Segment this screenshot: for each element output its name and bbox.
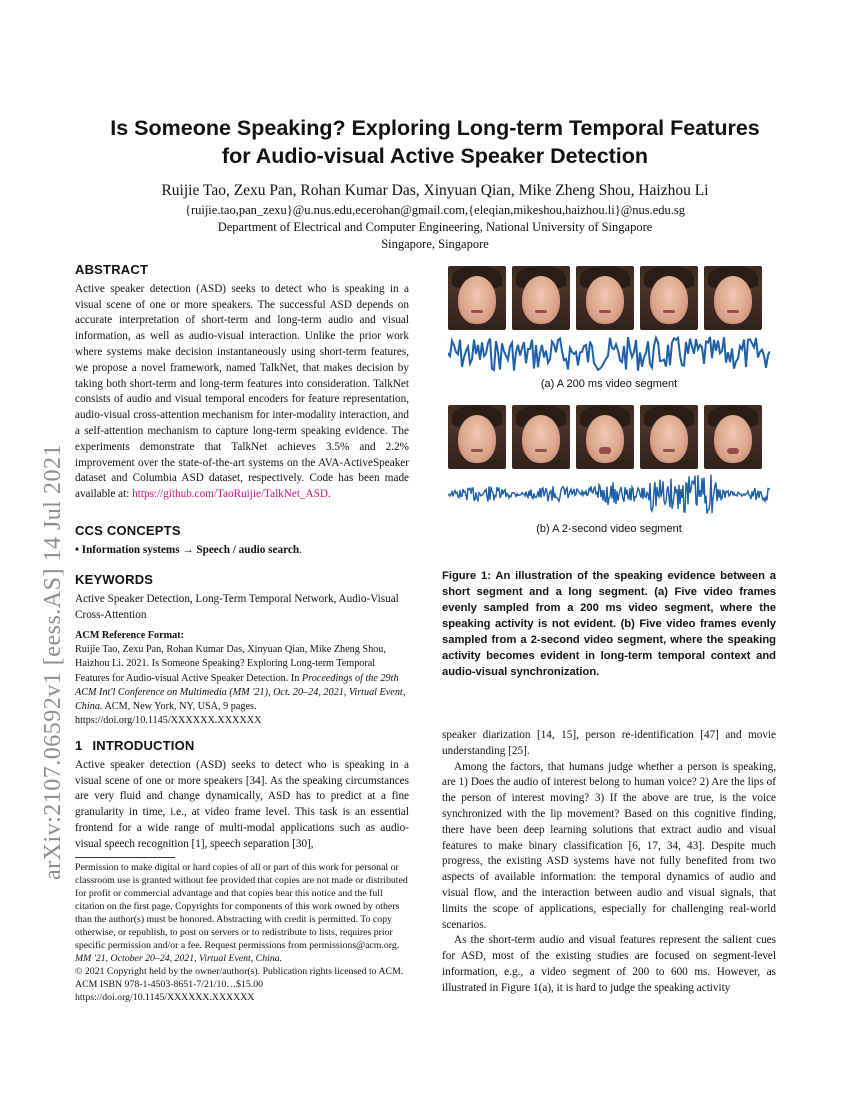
figure-caption: Figure 1: An illustration of the speaking evidence between a short segment and a long segment. (a) Five video frames evenly sampled from a 200 ms video segment, where the speaking activity is not evident. (b) Five video frames evenly sampled from a 2-second video segment, where the speaking activity becomes evident in long-term temporal context and audio-visual synchronization. (442, 570, 776, 678)
ccs-end: . (299, 543, 302, 556)
keywords-section (75, 572, 409, 623)
caption-a: (a) A 200 ms video segment (540, 378, 678, 390)
keywords-text: Active Speaker Detection, Long-Term Temporal Network, Audio-Visual Cross-Attention (75, 592, 399, 621)
intro-title: INTRODUCTION (92, 738, 195, 753)
acm-ref-text (75, 643, 409, 728)
acm-ref-part2: ACM, New York, NY, USA, 9 pages. https://doi.org/10.1145/XXXXXX.XXXXXX (75, 701, 262, 727)
video-frame-image (576, 405, 634, 469)
permission-text: Permission to make digital or hard copies of all or part of this work for personal or classroom use is granted without fee provided that copies are not made or distributed for profit or commercial advantage and that copies bear this notice and the full citation on the first page. Copyrights for components of this work owned by others than the author(s) must be honored. Abstracting with credit is permitted. To copy otherwise, or republish, to post on servers or to redistribute to lists, requires prior specific permission and/or a fee. Request permissions from permissions@acm.org. (75, 862, 408, 951)
waveform-b (448, 472, 770, 516)
caption-b: (b) A 2-second video segment (536, 523, 682, 535)
video-frame-image (512, 266, 570, 330)
introduction-section (75, 738, 409, 853)
authors: Ruijie Tao, Zexu Pan, Rohan Kumar Das, Xinyuan Qian, Mike Zheng Shou, Haizhou Li (161, 182, 709, 199)
venue-line: MM '21, October 20–24, 2021, Virtual Event, China. (75, 953, 283, 964)
intro-heading (75, 738, 409, 754)
abstract-text (75, 282, 409, 503)
affiliation-line-1: Department of Electrical and Computer Engineering, National University of Singapore (217, 220, 653, 234)
ccs-section (75, 523, 409, 559)
video-frame-image (576, 266, 634, 330)
video-frame-image (448, 405, 506, 469)
paper-title (70, 114, 800, 170)
permission-block (75, 861, 409, 1004)
abstract-body: Active speaker detection (ASD) seeks to detect who is speaking in a visual scene of one or more speakers. The successful ASD depends on accurate interpretation of short-term and long-term audio and visual information, as well as audio-visual interaction. Unlike the prior work where systems make decision instantaneously using short-term features, we propose a novel framework, named TalkNet, that makes decision by taking both short-term and long-term features into consideration. TalkNet consists of audio and visual temporal encoders for feature representation, audio-visual cross-attention mechanism for inter-modality interaction, and a self-attention mechanism to capture long-term speaking evidence. The experiments demonstrate that TalkNet achieves 3.5% and 2.2% improvement over the state-of-the-art systems on the AVA-ActiveSpeaker dataset and Columbia ASD dataset, respectively. Code has been made available at: (75, 282, 409, 501)
paragraph-3: As the short-term audio and visual features represent the salient cues for ASD, most of the existing studies are focused on segment-level information, e.g., a video segment of 200 to 600 ms. However, as illustrated in Figure 1(a), it is hard to judge the speaking activity (442, 934, 776, 994)
intro-text: Active speaker detection (ASD) seeks to detect who is speaking in a visual scene of one or more speakers [34]. As the speaking circumstances are very fluid and change dynamically, ASD has to predict at a fine granularity in time, i.e., at video frame level. This task is an essential frontend for a wide range of multi-modal applications such as audio-visual speech recognition [1], speech separation [30], (75, 758, 409, 850)
intro-continued (442, 728, 776, 997)
title-line-2: for Audio-visual Active Speaker Detection (221, 144, 649, 168)
waveform-a (448, 332, 770, 376)
ccs-concept: • Information systems → Speech / audio search (75, 543, 300, 556)
video-frame-image (512, 405, 570, 469)
abstract-section (75, 262, 409, 503)
abstract-heading: ABSTRACT (75, 262, 149, 277)
arxiv-stamp: arXiv:2107.06592v1 [eess.AS] 14 Jul 2021 (40, 444, 66, 880)
paragraph-1: speaker diarization [14, 15], person re-identification [47] and movie understanding [25]. (442, 729, 776, 757)
affiliation-line-2: Singapore, Singapore (381, 236, 489, 251)
acm-ref-part1: Ruijie Tao, Zexu Pan, Rohan Kumar Das, Xinyuan Qian, Mike Zheng Shou, Haizhou Li. 2021. Is Someone Speaking? Exploring Long-term Temporal Features for Audio-visual Active Speaker Detection. In (75, 644, 386, 684)
video-frame-image (640, 405, 698, 469)
copyright-line: © 2021 Copyright held by the owner/author(s). Publication rights licensed to ACM. (75, 966, 404, 977)
video-frame-image (704, 405, 762, 469)
footnote-rule (75, 857, 175, 858)
video-frame-image (448, 266, 506, 330)
affiliation (70, 219, 800, 252)
intro-number: 1 (75, 738, 83, 753)
code-link[interactable]: https://github.com/TaoRuijie/TalkNet_ASD (132, 488, 328, 501)
video-frame-image (640, 266, 698, 330)
acm-ref-proceedings: Proceedings of the 29th ACM Int'l Conference on Multimedia (MM '21), Oct. 20–24, 2021, Virtual Event, China. (75, 672, 406, 713)
keywords-heading: KEYWORDS (75, 572, 154, 587)
abstract-end: . (327, 488, 331, 501)
video-frame-image (704, 266, 762, 330)
acm-ref-heading: ACM Reference Format: (75, 630, 184, 641)
paragraph-2: Among the factors, that humans judge whether a person is speaking, are 1) Does the audio of interest belong to human voice? 2) Are the lips of the person of interest moving? 3) If the above are true, is the voice synchronized with the lip movement? Based on this cognitive finding, there have been deep learning solutions that extract audio and visual features to make binary classification [6, 17, 34, 43]. Despite much progress, the existing ASD systems have not fully benefited from two aspects of available information: the temporal dynamics of audio and visual flow, and the interaction between audio and visual signals, that limits the scope of applications, especially for challenging real-world scenarios. (442, 760, 776, 931)
doi-line: https://doi.org/10.1145/XXXXXX.XXXXXX (75, 992, 255, 1003)
ccs-text (75, 543, 409, 559)
author-emails: {ruijie.tao,pan_zexu}@u.nus.edu,ecerohan@gmail.com,{eleqian,mikeshou,haizhou.li}@nus.edu.sg (184, 203, 686, 217)
ccs-heading: CCS CONCEPTS (75, 523, 181, 538)
isbn-line: ACM ISBN 978-1-4503-8651-7/21/10…$15.00 (75, 979, 264, 990)
title-line-1: Is Someone Speaking? Exploring Long-term Temporal Features (110, 116, 760, 140)
acm-reference (75, 629, 409, 728)
